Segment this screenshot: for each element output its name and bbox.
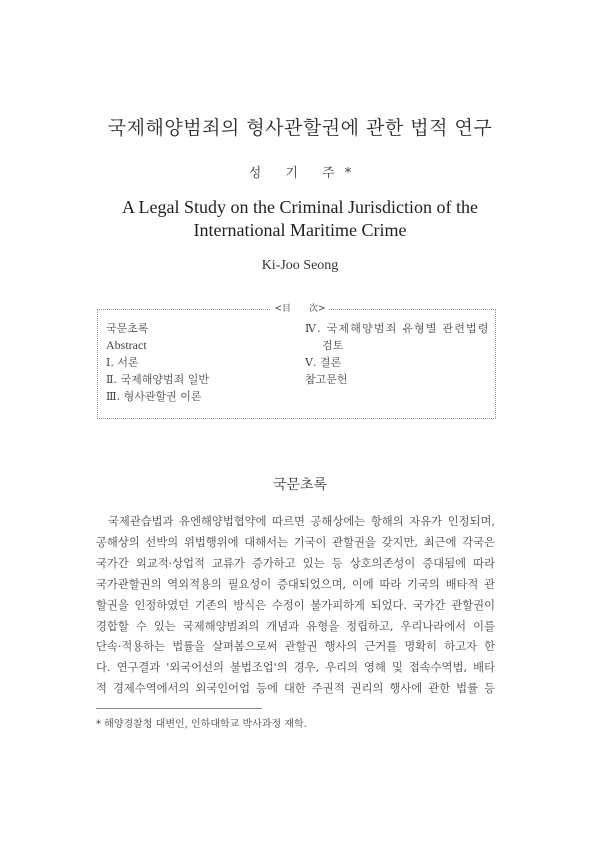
author-footnote-marker: * xyxy=(344,166,352,181)
toc-item-legal-review: Ⅳ. 국제해양범죄 유형별 관련법령 xyxy=(305,322,490,335)
toc-item-abstract-en: Abstract xyxy=(106,338,147,352)
abstract-line: 할권을 인정하였던 기존의 방식은 수정이 불가피하게 되었다. 국가간 관할권이 xyxy=(96,598,495,612)
abstract-line: 단속·적용하는 법률을 살펴봄으로써 관할권 행사의 근거를 명확히 하고자 한 xyxy=(96,640,495,654)
paper-title-english xyxy=(60,196,540,242)
table-of-contents xyxy=(97,309,496,419)
toc-left-column xyxy=(106,320,296,405)
abstract-line: 국가관할권의 역외적용의 필요성이 증대되었으며, 이에 따라 기국의 배타적 관 xyxy=(96,577,495,591)
author-korean xyxy=(0,162,600,181)
footnote-divider xyxy=(96,708,262,709)
toc-label-text: <目 次> xyxy=(271,304,328,314)
abstract-line: 다. 연구결과 '외국어선의 불법조업'의 경우, 우리의 영해 및 접속수역법, 배타 xyxy=(96,661,495,675)
abstract-line: 공해상의 선박의 위법행위에 대해서는 기국이 관할권을 갖지만, 최근에 각국은 xyxy=(96,535,495,549)
toc-item-introduction: Ⅰ. 서론 xyxy=(106,356,139,369)
abstract-heading: 국문초록 xyxy=(272,477,328,493)
paper-title-korean: 국제해양범죄의 형사관할권에 관한 법적 연구 xyxy=(107,117,493,139)
paper-title-english-line-1: A Legal Study on the Criminal Jurisdiction of the xyxy=(122,197,478,217)
author-english: Ki-Joo Seong xyxy=(261,258,339,273)
abstract-line: 경합할 수 있는 국제해양범죄의 개념과 유형을 정립하고, 우리나라에서 이를 xyxy=(96,619,495,633)
toc-item-legal-review-cont: 검토 xyxy=(322,339,344,352)
toc-label xyxy=(0,301,600,314)
toc-item-abstract-ko: 국문초록 xyxy=(106,322,149,335)
toc-item-conclusion: Ⅴ. 결론 xyxy=(305,356,342,369)
abstract-line: 국가간 외교적·상업적 교류가 증가하고 있는 등 상호의존성이 증대됨에 따라 xyxy=(96,556,495,570)
paper-title-english-line-2: International Maritime Crime xyxy=(193,220,407,240)
abstract-line: 적 경제수역에서의 외국인어업 등에 대한 주권적 권리의 행사에 관한 법률 등 xyxy=(96,682,495,696)
author-korean-name: 성 기 주 xyxy=(248,166,345,181)
toc-item-general: Ⅱ. 국제해양범죄 일반 xyxy=(106,373,209,386)
abstract-line: 국제관습법과 유엔해양법협약에 따르면 공해상에는 항해의 자유가 인정되며, xyxy=(108,515,495,528)
footnote: * 해양경찰청 대변인, 인하대학교 박사과정 재학. xyxy=(96,719,307,730)
toc-item-jurisdiction-theory: Ⅲ. 형사관할권 이론 xyxy=(106,390,202,403)
toc-item-references: 참고문헌 xyxy=(305,373,348,386)
abstract-body xyxy=(96,512,495,700)
toc-right-column xyxy=(305,320,490,388)
